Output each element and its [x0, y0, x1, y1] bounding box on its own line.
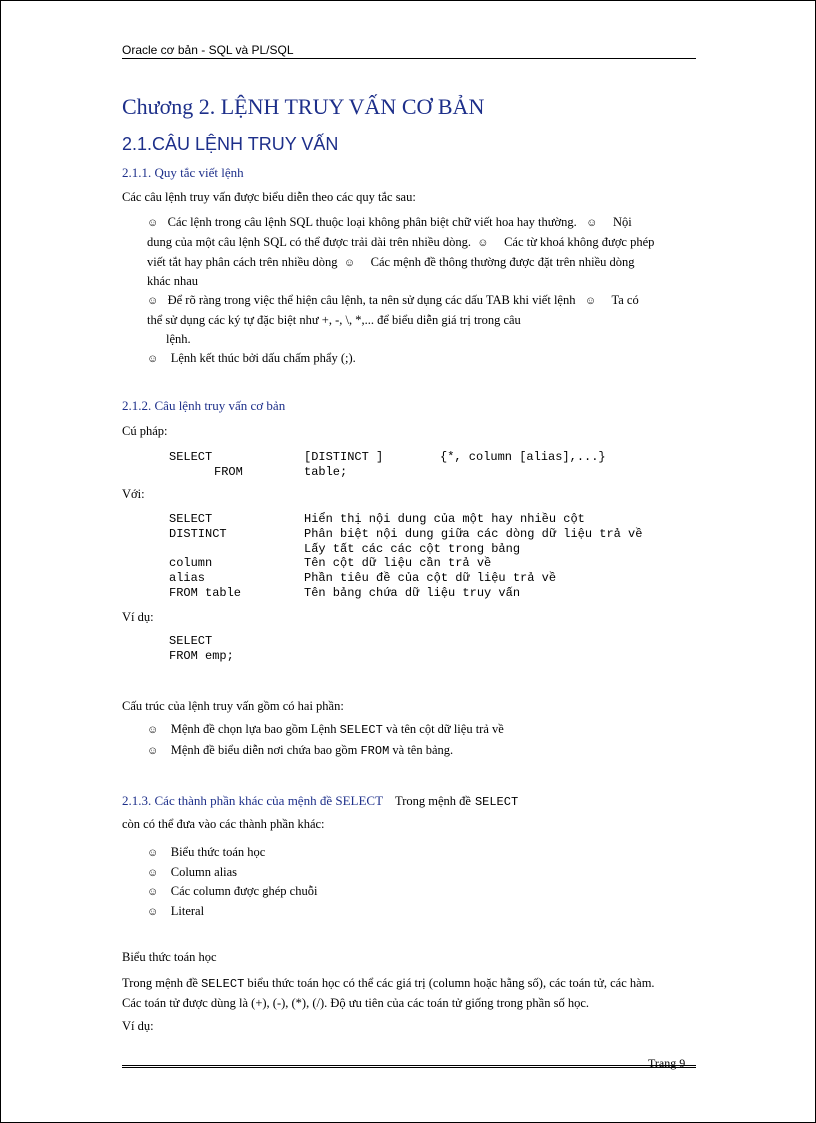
def-term: DISTINCT [169, 527, 227, 541]
def-term: SELECT [169, 512, 213, 526]
def-desc: Tên bảng chứa dữ liệu truy vấn [304, 586, 521, 600]
rule-text: Nội [613, 215, 632, 229]
subsection-3-tail: Trong mệnh đề [395, 794, 471, 808]
bullet-icon: ☺ [147, 353, 159, 365]
bullet-icon: ☺ [147, 745, 159, 757]
rule-line-5 [147, 293, 639, 308]
rule-text: dung của một câu lệnh SQL có thể được trải dài trên nhiều dòng. [147, 235, 471, 249]
section-title: 2.1.CÂU LỆNH TRUY VẤN [122, 134, 339, 154]
structure-item [147, 743, 453, 758]
component-text: Các column được ghép chuỗi [170, 884, 318, 898]
subsection-title-2: 2.1.2. Câu lệnh truy vấn cơ bản [122, 398, 286, 413]
math-code: SELECT [201, 977, 245, 991]
structure-text: và tên bảng. [389, 743, 454, 757]
component-item [147, 845, 265, 860]
rule-text: Các từ khoá không được phép [504, 235, 655, 249]
structure-intro: Cấu trúc của lệnh truy vấn gồm có hai phần: [122, 699, 344, 713]
syntax-columns: {*, column [alias],...} [440, 450, 606, 464]
def-desc: Lấy tất các các cột trong bảng [304, 542, 521, 556]
syntax-distinct: [DISTINCT ] [304, 450, 384, 464]
footer-rule-double [122, 1067, 696, 1068]
footer-rule [122, 1065, 696, 1066]
def-term: column [169, 556, 213, 570]
math-paragraph-1 [122, 976, 655, 991]
rule-text: Để rõ ràng trong việc thể hiện câu lệnh, ta nên sử dụng các dấu TAB khi viết lệnh [167, 293, 576, 307]
structure-item [147, 722, 504, 737]
rule-text: Các mệnh đề thông thường được đặt trên nhiều dòng [370, 255, 635, 269]
rule-line-3 [147, 255, 635, 270]
with-label: Với: [122, 487, 145, 501]
math-heading: Biểu thức toán học [122, 950, 217, 964]
running-header: Oracle cơ bản - SQL và PL/SQL [122, 43, 294, 57]
def-desc: Hiển thị nội dung của một hay nhiều cột [304, 512, 585, 526]
example-label: Ví dụ: [122, 610, 154, 624]
def-desc: Tên cột dữ liệu cần trả về [304, 556, 492, 570]
def-term: alias [169, 571, 206, 585]
rule-line-6: thể sử dụng các ký tự đặc biệt như +, -, \, *,... để biểu diễn giá trị trong câu [147, 313, 521, 327]
math-example-label: Ví dụ: [122, 1019, 154, 1033]
bullet-icon: ☺ [147, 217, 159, 229]
rule-line-7: lệnh. [166, 332, 191, 346]
subsection-title-3: 2.1.3. Các thành phần khác của mệnh đề SELECT [122, 793, 384, 808]
syntax-label: Cú pháp: [122, 424, 168, 438]
rule-line-1 [147, 215, 632, 230]
chapter-title: Chương 2. LỆNH TRUY VẤN CƠ BẢN [122, 94, 485, 119]
bullet-icon: ☺ [477, 237, 489, 249]
structure-text: Mệnh đề biểu diễn nơi chứa bao gồm [170, 743, 361, 757]
subsection-title-1: 2.1.1. Quy tắc viết lệnh [122, 165, 244, 180]
bullet-icon: ☺ [586, 217, 598, 229]
rule-text: Ta có [611, 293, 639, 307]
bullet-icon: ☺ [147, 847, 159, 859]
component-text: Column alias [170, 865, 238, 879]
structure-text: và tên cột dữ liệu trả về [382, 722, 504, 736]
def-desc: Phân biệt nội dung giữa các dòng dữ liệu trả về [304, 527, 643, 541]
math-text: Trong mệnh đề [122, 976, 198, 990]
structure-text: Mệnh đề chọn lựa bao gồm Lệnh [170, 722, 340, 736]
rule-text: Lệnh kết thúc bởi dấu chấm phẩy (;). [170, 351, 356, 365]
component-item [147, 904, 204, 919]
subsection-3-code: SELECT [474, 795, 519, 809]
component-text: Literal [170, 904, 205, 918]
rule-text: viết tắt hay phân cách trên nhiều dòng [147, 255, 338, 269]
components-intro: còn có thể đưa vào các thành phần khác: [122, 817, 325, 831]
page-number: Trang 9 [648, 1056, 686, 1070]
syntax-table: table; [304, 465, 348, 479]
rule-line-2 [147, 235, 654, 250]
subsection-title-3-line [122, 792, 518, 810]
bullet-icon: ☺ [147, 906, 159, 918]
structure-code: SELECT [339, 723, 383, 737]
rule-line-8 [147, 351, 356, 366]
component-item [147, 884, 317, 899]
bullet-icon: ☺ [147, 886, 159, 898]
rules-intro: Các câu lệnh truy vấn được biểu diễn theo các quy tắc sau: [122, 190, 416, 204]
structure-code: FROM [360, 744, 390, 758]
math-text: biểu thức toán học có thể các giá trị (column hoặc hằng số), các toán tử, các hàm. [247, 976, 655, 990]
example-code-line: FROM emp; [169, 649, 234, 663]
header-rule [122, 58, 696, 59]
rule-line-4: khác nhau [147, 274, 199, 288]
syntax-from: FROM [214, 465, 243, 479]
example-code-line: SELECT [169, 634, 213, 648]
rule-text: Các lệnh trong câu lệnh SQL thuộc loại không phân biệt chữ viết hoa hay thường. [167, 215, 577, 229]
math-paragraph-2: Các toán tử được dùng là (+), (-), (*), (/). Độ ưu tiên của các toán tử giống trong phần số học. [122, 996, 590, 1010]
def-term: FROM table [169, 586, 242, 600]
bullet-icon: ☺ [147, 724, 159, 736]
bullet-icon: ☺ [343, 257, 356, 269]
syntax-select: SELECT [169, 450, 213, 464]
bullet-icon: ☺ [147, 295, 159, 307]
bullet-icon: ☺ [584, 295, 597, 307]
component-item [147, 865, 237, 880]
bullet-icon: ☺ [147, 867, 159, 879]
component-text: Biểu thức toán học [170, 845, 266, 859]
def-desc: Phần tiêu đề của cột dữ liệu trả về [304, 571, 557, 585]
